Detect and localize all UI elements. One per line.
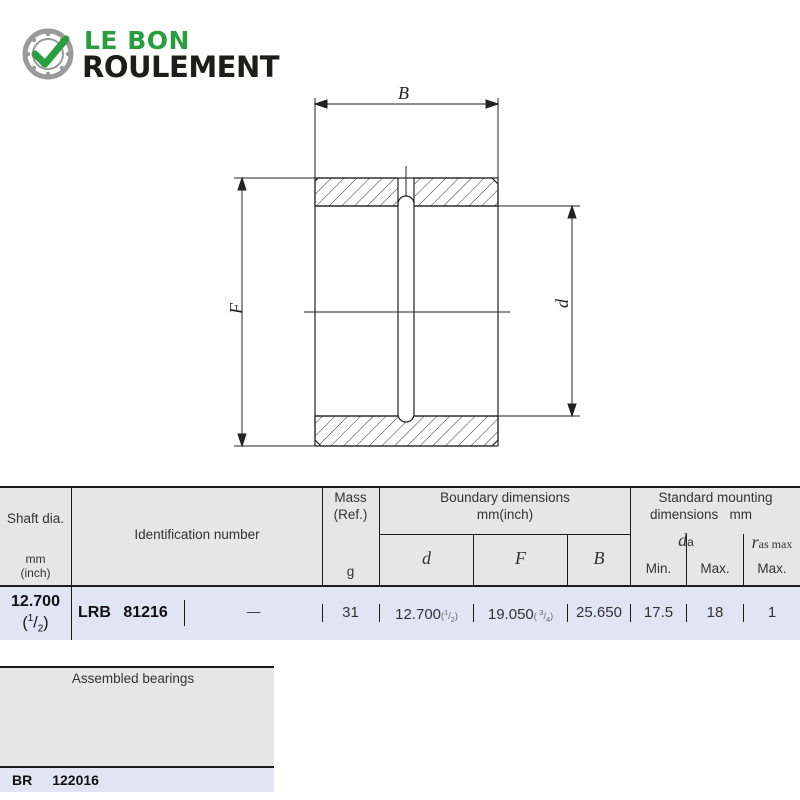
brand-logo	[22, 24, 312, 84]
dim-label-F: F	[226, 303, 246, 314]
brand-line-2: ROULEMENT	[82, 50, 280, 84]
row-B: 25.650	[576, 604, 622, 621]
assembled-bearings-table	[0, 666, 274, 792]
row-da-min: 17.5	[643, 604, 674, 621]
header-mass: Mass	[334, 490, 367, 505]
row-ident: LRB 81216	[78, 604, 168, 621]
row-r-max: 1	[767, 604, 777, 621]
header-shaft-dia: Shaft dia.	[6, 511, 65, 526]
header-col-B: B	[593, 548, 605, 568]
header-mass-unit: g	[346, 564, 355, 579]
row-shaft-inch: $(^1/_2)$	[22, 613, 49, 635]
header-mass-ref: (Ref.)	[333, 507, 368, 522]
header-boundary: Boundary dimensions	[440, 490, 570, 505]
header-max2: Max.	[757, 561, 787, 576]
row-mass: 31	[342, 604, 359, 621]
header-max: Max.	[700, 561, 730, 576]
row-shaft-mm: 12.700	[11, 593, 60, 610]
bearing-check-icon	[22, 28, 74, 80]
row-da-max: 18	[706, 604, 724, 621]
assembled-prefix: BR	[12, 772, 33, 788]
header-col-r: ras max	[751, 532, 793, 552]
dim-label-B: B	[398, 83, 409, 103]
assembled-number: 122016	[52, 772, 99, 788]
row-d: $12.700(^1/_2)$	[395, 606, 458, 624]
bearing-drawing	[200, 80, 620, 460]
spec-table	[0, 486, 800, 640]
header-standard: Standard mounting	[658, 490, 773, 505]
header-col-da: da	[678, 530, 694, 550]
header-col-F: F	[515, 548, 526, 568]
brand-line-1: LE BON	[84, 26, 190, 55]
header-ident: Identification number	[134, 527, 260, 542]
header-col-d: d	[422, 548, 431, 568]
assembled-row	[12, 770, 99, 790]
row-ident-alt: —	[246, 604, 261, 619]
header-standard2: dimensions mm	[649, 507, 753, 522]
row-F: 19.050( $^3/_4$)	[487, 606, 554, 624]
header-shaft-unit: mm	[25, 552, 46, 566]
dim-label-d: d	[552, 299, 572, 308]
assembled-title: Assembled bearings	[71, 671, 195, 686]
header-boundary-unit: mm(inch)	[476, 507, 534, 522]
header-shaft-unit2: (inch)	[20, 566, 51, 580]
header-min: Min.	[645, 561, 672, 576]
